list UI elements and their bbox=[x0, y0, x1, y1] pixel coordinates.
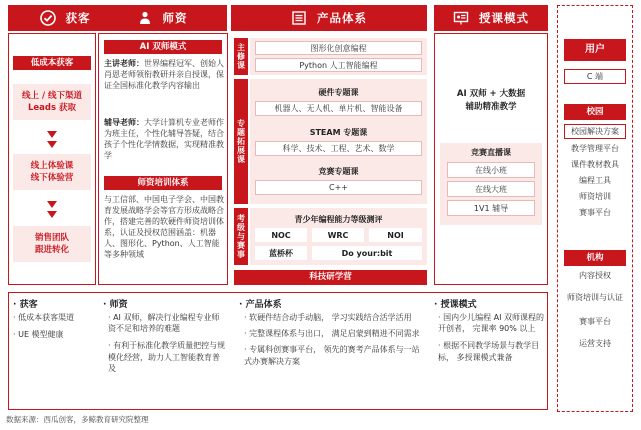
teaching-mode-title bbox=[434, 88, 548, 114]
org-title: 机构 bbox=[564, 250, 626, 266]
summary-product-title-text: 产品体系 bbox=[245, 300, 282, 310]
steam-course-items: 科学、技术、工程、艺术、数学 bbox=[255, 141, 422, 156]
header-teaching-mode-label: 授课模式 bbox=[479, 11, 529, 25]
header-product bbox=[231, 5, 427, 31]
org-list bbox=[559, 272, 631, 362]
acquire-trial-box bbox=[13, 154, 91, 190]
summary-product-item: · 完整课程体系与出口， 满足启蒙到精进不同需求 bbox=[244, 329, 420, 339]
ai-dual-teacher-title: AI 双师模式 bbox=[104, 40, 222, 54]
arrow-down-icon bbox=[47, 131, 57, 138]
summary-teachers-title: · 师资 bbox=[103, 300, 128, 310]
header-product-label: 产品体系 bbox=[317, 11, 367, 25]
competition-doyourbit: Do your:bit bbox=[312, 246, 422, 260]
school-title: 校园 bbox=[564, 104, 626, 120]
live-course-title: 竞赛直播课 bbox=[471, 148, 511, 157]
summary-teachers-item: · AI 双师，解决行业编程专业师资不足和培养的难题 bbox=[108, 313, 220, 334]
competition-wrc: WRC bbox=[312, 228, 364, 242]
competition-lanqiao: 蓝桥杯 bbox=[255, 246, 307, 260]
teaching-mode-title-line1: AI 双师 + 大数据 bbox=[456, 89, 526, 99]
assist-teacher-desc: 大学计算机专业老师作为班主任，个性化辅导答疑，结合孩子个性化学情数据，实现精准教学 bbox=[104, 118, 224, 161]
acquire-top-label: 低成本获客 bbox=[13, 56, 91, 70]
lead-teacher-desc: 世界编程冠军、创始人肖恩老师领衔教研并亲自授课，保证全国标准化教学内容输出 bbox=[104, 59, 224, 91]
school-item: 赛事平台 bbox=[579, 208, 611, 217]
acquire-sales-line1: 销售团队 bbox=[34, 232, 69, 243]
competition-noc: NOC bbox=[255, 228, 307, 242]
header-teachers bbox=[97, 5, 227, 31]
summary-mode-title: · 授课模式 bbox=[434, 300, 477, 310]
class-small: 在线小班 bbox=[447, 162, 535, 178]
org-item: 内容授权 bbox=[579, 271, 611, 280]
contest-course-title: 竞赛专题课 bbox=[318, 167, 359, 176]
summary-teachers-item: · 有利于标准化教学质量把控与规模化经营，助力人工智能教育普及 bbox=[108, 341, 226, 373]
summary-acquire-item: · 低成本获客渠道 bbox=[13, 313, 75, 322]
arrow-down-icon bbox=[47, 201, 57, 208]
summary-acquire-title: · 获客 bbox=[13, 300, 38, 310]
research-camp-bar: 科技研学营 bbox=[234, 270, 427, 285]
school-item: 师资培训 bbox=[579, 192, 611, 201]
lead-teacher-label: 主讲老师： bbox=[104, 59, 144, 68]
list-icon bbox=[291, 10, 307, 26]
main-course-graphic: 图形化创意编程 bbox=[255, 41, 422, 55]
summary-teachers-title-text: 师资 bbox=[109, 300, 128, 310]
acquire-sales-box bbox=[13, 226, 91, 262]
header-acquire-label: 获客 bbox=[65, 11, 91, 25]
summary-acquire-title-text: 获客 bbox=[19, 300, 38, 310]
school-item: 编程工具 bbox=[579, 176, 611, 185]
acquire-sales-line2: 跟进转化 bbox=[34, 245, 69, 255]
summary-mode-title-text: 授课模式 bbox=[440, 300, 477, 310]
summary-mode-text bbox=[438, 312, 544, 363]
summary-product-title: · 产品体系 bbox=[239, 300, 282, 310]
school-solution: 校园解决方案 bbox=[564, 124, 626, 139]
summary-mode-item: · 国内少儿编程 AI 双师课程的开创者， 完课率 90% 以上 bbox=[438, 313, 545, 334]
acquire-leads-line2: Leads 获取 bbox=[27, 103, 77, 113]
tab-main-course: 主修课 bbox=[234, 38, 248, 75]
lead-teacher-text bbox=[104, 58, 224, 91]
acquire-trial-line1: 线上体验课 bbox=[30, 160, 74, 171]
arrow-down-icon bbox=[47, 141, 57, 148]
summary-teachers-text bbox=[108, 312, 226, 374]
org-item: 赛事平台 bbox=[579, 317, 611, 326]
org-item: 运营支持 bbox=[579, 339, 611, 348]
school-item: 教学管理平台 bbox=[571, 144, 619, 153]
tab-exam-competition: 考级与赛事 bbox=[234, 208, 248, 265]
contest-course-items: C++ bbox=[255, 180, 422, 195]
summary-mode-item: · 根据不同教学场景与教学目标， 多授课模式兼备 bbox=[438, 341, 540, 362]
school-list bbox=[559, 145, 631, 225]
arrow-down-icon bbox=[47, 211, 57, 218]
teacher-training-title: 师资培训体系 bbox=[104, 176, 222, 190]
competition-noi: NOI bbox=[369, 228, 422, 242]
summary-product-item: · 专属科创赛事平台， 领先的赛考产品体系与一站式办赛解决方案 bbox=[244, 345, 420, 366]
school-item: 课件教材教具 bbox=[571, 160, 619, 169]
main-course-python: Python 人工智能编程 bbox=[255, 58, 422, 72]
teaching-mode-title-line2: 辅助精准教学 bbox=[465, 101, 517, 112]
teacher-training-text: 与工信部、中国电子学会、中国教育发展战略学会等官方形成战略合作，搭建完善的软硬件师资培训体系，认证及授权范围涵盖：机器人、图形化、Python、人工智能等多种领域 bbox=[104, 195, 224, 260]
header-teachers-label: 师资 bbox=[162, 11, 188, 25]
steam-course-title: STEAM 专题课 bbox=[309, 128, 368, 137]
acquire-leads-line1: 线上 / 线下渠道 bbox=[21, 90, 83, 101]
org-item: 师资培训与认证 bbox=[567, 293, 623, 302]
assist-teacher-text bbox=[104, 117, 224, 161]
acquire-leads-box bbox=[13, 84, 91, 120]
summary-acquire-item: · UE 模型健康 bbox=[13, 330, 64, 340]
summary-product-item: · 软硬件结合动手动脑， 学习实践结合活学活用 bbox=[244, 313, 412, 322]
user-c-end: C 端 bbox=[564, 69, 626, 84]
summary-product-text bbox=[244, 312, 426, 367]
teacher-icon bbox=[137, 10, 153, 26]
header-teaching-mode bbox=[434, 5, 548, 31]
hardware-course-title: 硬件专题课 bbox=[318, 88, 359, 97]
class-large: 在线大班 bbox=[447, 181, 535, 197]
assist-teacher-label: 辅导老师： bbox=[104, 118, 144, 127]
class-1v1: 1V1 辅导 bbox=[447, 200, 535, 216]
exam-title: 青少年编程能力等级测评 bbox=[294, 215, 383, 224]
source-footer: 数据来源：西瓜创客，多鲸教育研究院整理 bbox=[6, 415, 149, 424]
tab-expand-course: 专题拓展课 bbox=[234, 79, 248, 204]
presentation-icon bbox=[453, 10, 469, 26]
summary-acquire-text bbox=[13, 312, 98, 340]
check-circle-icon bbox=[40, 10, 56, 26]
acquire-trial-line2: 线下体验营 bbox=[30, 173, 74, 183]
user-title: 用户 bbox=[564, 39, 626, 61]
hardware-course-items: 机器人、无人机、单片机、智能设备 bbox=[255, 101, 422, 116]
